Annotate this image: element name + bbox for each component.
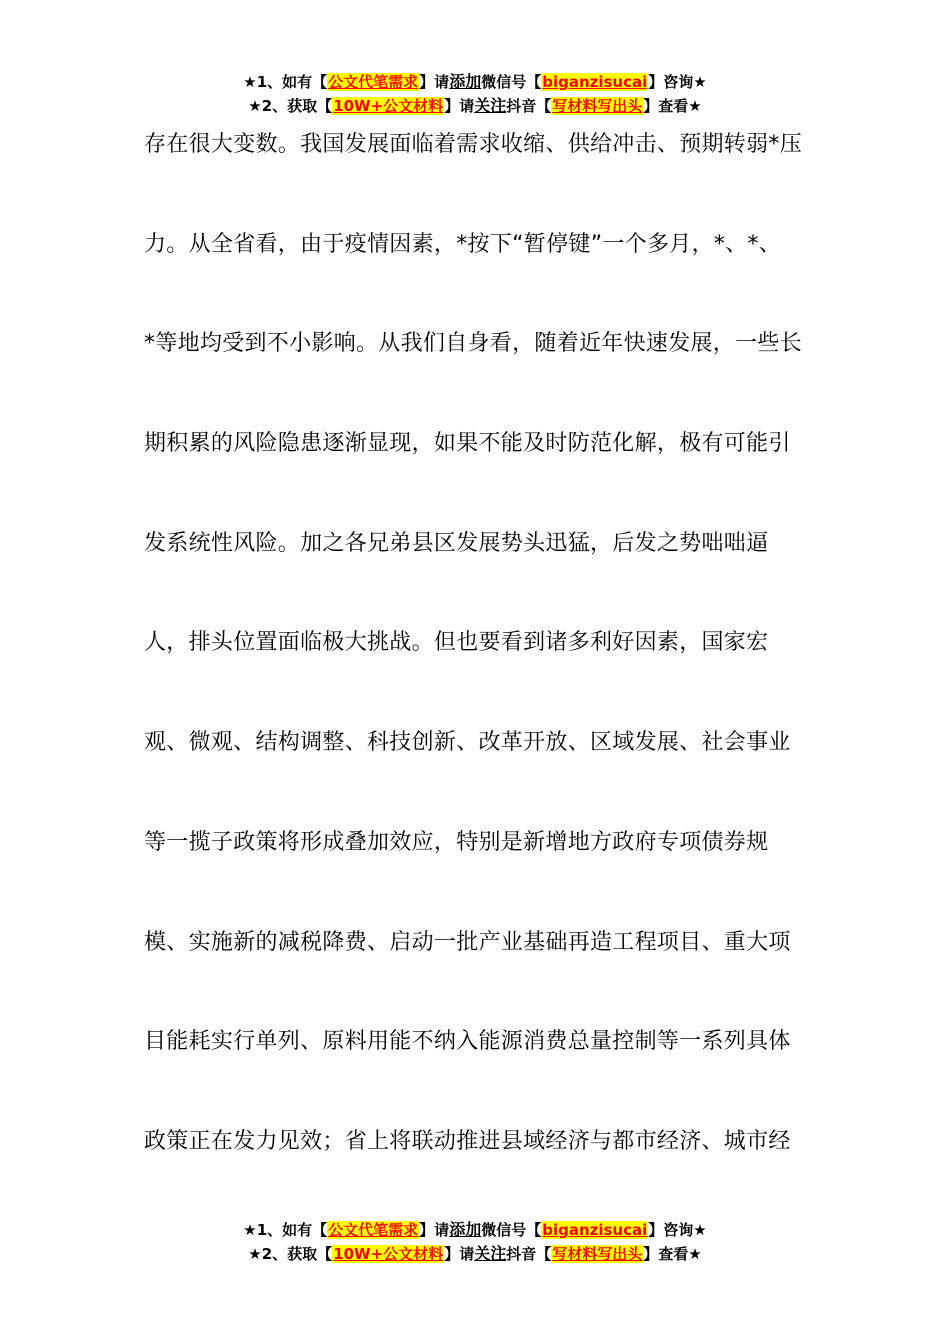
banner-line-1-emphasis: 添加 [449,1220,482,1239]
materials-highlight: 10W+公文材料 [333,97,444,115]
banner-line-1-emphasis: 添加 [449,72,482,91]
paragraph-line: 期积累的风险隐患逐渐显现，如果不能及时防范化解，极有可能引 [144,431,791,457]
banner-line-2-prefix: ★2、获取【 [248,97,333,115]
materials-highlight: 10W+公文材料 [333,1245,444,1263]
banner-line-2-mid: 】请 [444,97,475,115]
banner-line-1-prefix: ★1、如有【 [243,73,328,91]
banner-line-1 [0,1218,950,1242]
paragraph-line: 存在很大变数。我国发展面临着需求收缩、供给冲击、预期转弱*压 [144,132,803,157]
header-banner [0,70,950,118]
paragraph-line: *等地均受到不小影响。从我们自身看，随着近年快速发展，一些长 [144,331,803,357]
banner-line-2-prefix: ★2、获取【 [248,1245,333,1263]
paragraph-line: 人，排头位置面临极大挑战。但也要看到诸多利好因素，国家宏 [144,630,769,656]
paragraph-line: 等一揽子政策将形成叠加效应，特别是新增地方政府专项债券规 [144,829,769,855]
banner-line-1-mid: 】请 [419,73,450,91]
paragraph-line: 力。从全省看，由于疫情因素，*按下“暂停键”一个多月，*、*、 [144,231,782,257]
banner-line-1-mid2: 微信号【 [481,1221,542,1239]
wechat-id-highlight: biganzisucai [542,1221,648,1239]
footer-banner [0,1218,950,1266]
banner-line-1-mid: 】请 [419,1221,450,1239]
banner-line-2-suffix: 】查看★ [643,97,702,115]
paragraph-line: 发系统性风险。加之各兄弟县区发展势头迅猛，后发之势咄咄逼 [144,530,769,556]
wechat-id-highlight: biganzisucai [542,73,648,91]
banner-line-1 [0,70,950,94]
banner-line-2-emphasis: 关注 [474,1244,507,1263]
banner-line-2 [0,1242,950,1266]
banner-line-2-mid2: 抖音【 [506,97,552,115]
banner-line-1-suffix: 】咨询★ [648,73,707,91]
paragraph-line: 观、微观、结构调整、科技创新、改革开放、区域发展、社会事业 [144,730,791,756]
douyin-account-highlight: 写材料写出头 [552,97,643,115]
banner-line-1-prefix: ★1、如有【 [243,1221,328,1239]
banner-line-2-mid: 】请 [444,1245,475,1263]
banner-line-1-suffix: 】咨询★ [648,1221,707,1239]
service-highlight: 公文代笔需求 [328,1221,419,1239]
banner-line-2 [0,94,950,118]
banner-line-2-mid2: 抖音【 [506,1245,552,1263]
douyin-account-highlight: 写材料写出头 [552,1245,643,1263]
paragraph-line: 目能耗实行单列、原料用能不纳入能源消费总量控制等一系列具体 [144,1029,791,1055]
paragraph-line: 政策正在发力见效；省上将联动推进县域经济与都市经济、城市经 [144,1128,791,1154]
banner-line-2-emphasis: 关注 [474,96,507,115]
service-highlight: 公文代笔需求 [328,73,419,91]
banner-line-2-suffix: 】查看★ [643,1245,702,1263]
banner-line-1-mid2: 微信号【 [481,73,542,91]
paragraph-line: 模、实施新的减税降费、启动一批产业基础再造工程项目、重大项 [144,929,791,955]
document-body [144,120,824,1217]
